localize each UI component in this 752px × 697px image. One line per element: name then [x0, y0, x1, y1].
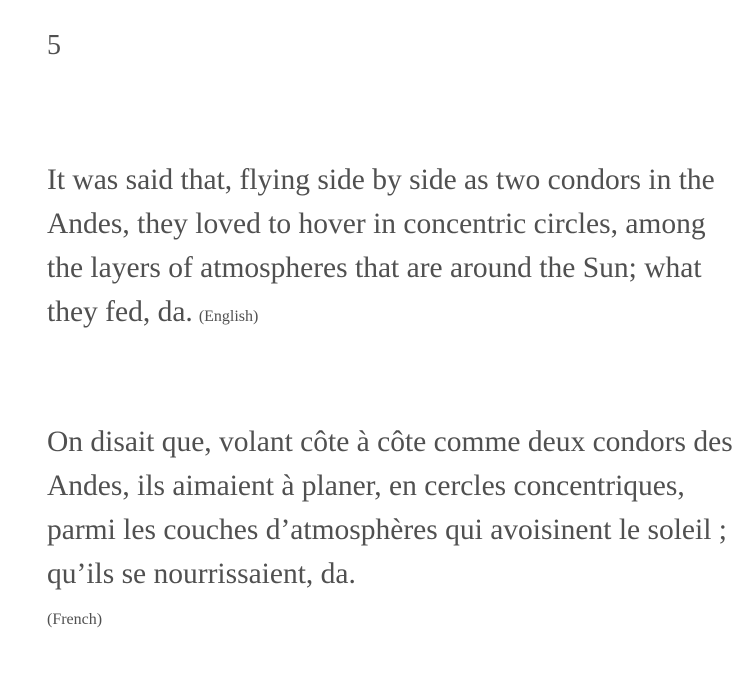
french-passage [47, 420, 737, 630]
english-language-tag: (English) [198, 308, 259, 325]
english-passage-text: It was said that, flying side by side as two condors in the Andes, they loved to hover in concentric circles, among the layers of atmospheres that are around the Sun; what they fed, da. [47, 164, 715, 328]
page-number: 5 [47, 30, 61, 61]
english-passage [47, 158, 737, 334]
french-passage-text: On disait que, volant côte à côte comme deux condors des Andes, ils aimaient à planer, en cercles concentriques, parmi les couches d’atmosphères qui avoisinent le soleil ; qu’ils se nourrissaient, da. [47, 426, 733, 590]
french-language-tag: (French) [47, 611, 103, 628]
